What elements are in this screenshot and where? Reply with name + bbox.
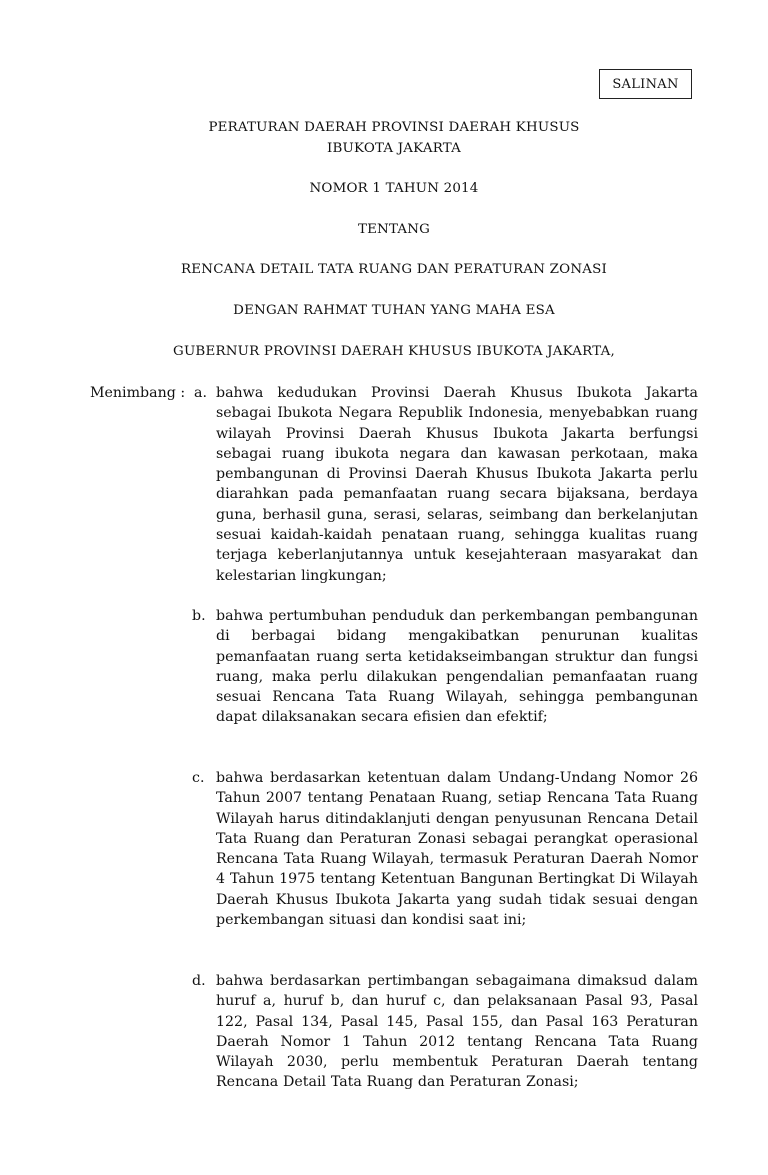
about-heading: TENTANG <box>357 222 431 237</box>
governor-line: GUBERNUR PROVINSI DAERAH KHUSUS IBUKOTA JAKARTA, <box>173 344 615 359</box>
considering-item-c: bahwa berdasarkan ketentuan dalam Undang-Undang Nomor 26 Tahun 2007 tentang Penataan Ruang, setiap Rencana Tata Ruang Wilayah harus ditindaklanjuti dengan penyusunan Rencana Detail Tata Ruang dan Peraturan Zonasi sebagai perangkat operasional Rencana Tata Ruang Wilayah, termasuk Peraturan Daerah Nomor 4 Tahun 1975 tentang Ketentuan Bangunan Bertingkat Di Wilayah Daerah Khusus Ibukota Jakarta yang sudah tidak sesuai dengan perkembangan situasi dan kondisi saat ini; <box>216 770 698 929</box>
item-marker-c: c. <box>192 770 205 786</box>
item-marker-a: a. <box>194 385 207 401</box>
considering-item-b: bahwa pertumbuhan penduduk dan perkembangan pembangunan di berbagai bidang mengakibatkan penurunan kualitas pemanfaatan ruang serta ketidakseimbangan struktur dan fungsi ruang, maka perlu dilakukan pengendalian pemanfaatan ruang sesuai Rencana Tata Ruang Wilayah, sehingga pembangunan dapat dilaksanakan secara efisien dan efektif; <box>216 608 698 726</box>
considering-item-d: bahwa berdasarkan pertimbangan sebagaimana dimaksud dalam huruf a, huruf b, dan huruf c, dan pelaksanaan Pasal 93, Pasal 122, Pasal 134, Pasal 145, Pasal 155, dan Pasal 163 Peraturan Daerah Nomor 1 Tahun 2012 tentang Rencana Tata Ruang Wilayah 2030, perlu membentuk Peraturan Daerah tentang Rencana Detail Tata Ruang dan Peraturan Zonasi; <box>216 973 698 1091</box>
title-line-2: IBUKOTA JAKARTA <box>326 141 462 156</box>
blessing-line: DENGAN RAHMAT TUHAN YANG MAHA ESA <box>233 303 555 318</box>
title-line-1: PERATURAN DAERAH PROVINSI DAERAH KHUSUS <box>208 120 580 135</box>
regulation-subject: RENCANA DETAIL TATA RUANG DAN PERATURAN ZONASI <box>181 262 607 277</box>
item-marker-b: b. <box>192 608 206 624</box>
considering-item-a: bahwa kedudukan Provinsi Daerah Khusus Ibukota Jakarta sebagai Ibukota Negara Republik Indonesia, menyebabkan ruang wilayah Provinsi Daerah Khusus Ibukota Jakarta berfungsi sebagai ruang ibukota negara dan kawasan perkotaan, maka pembangunan di Provinsi Daerah Khusus Ibukota Jakarta perlu diarahkan pada pemanfaatan ruang secara bijaksana, berdaya guna, berhasil guna, serasi, selaras, seimbang dan berkelanjutan sesuai kaidah-kaidah penataan ruang, sehingga kualitas ruang terjaga keberlanjutannya untuk kesejahteraan masyarakat dan kelestarian lingkungan; <box>216 385 698 584</box>
regulation-number: NOMOR 1 TAHUN 2014 <box>309 181 479 196</box>
considering-label: Menimbang : <box>90 385 186 401</box>
salinan-stamp: SALINAN <box>599 69 692 99</box>
item-marker-d: d. <box>192 973 206 989</box>
